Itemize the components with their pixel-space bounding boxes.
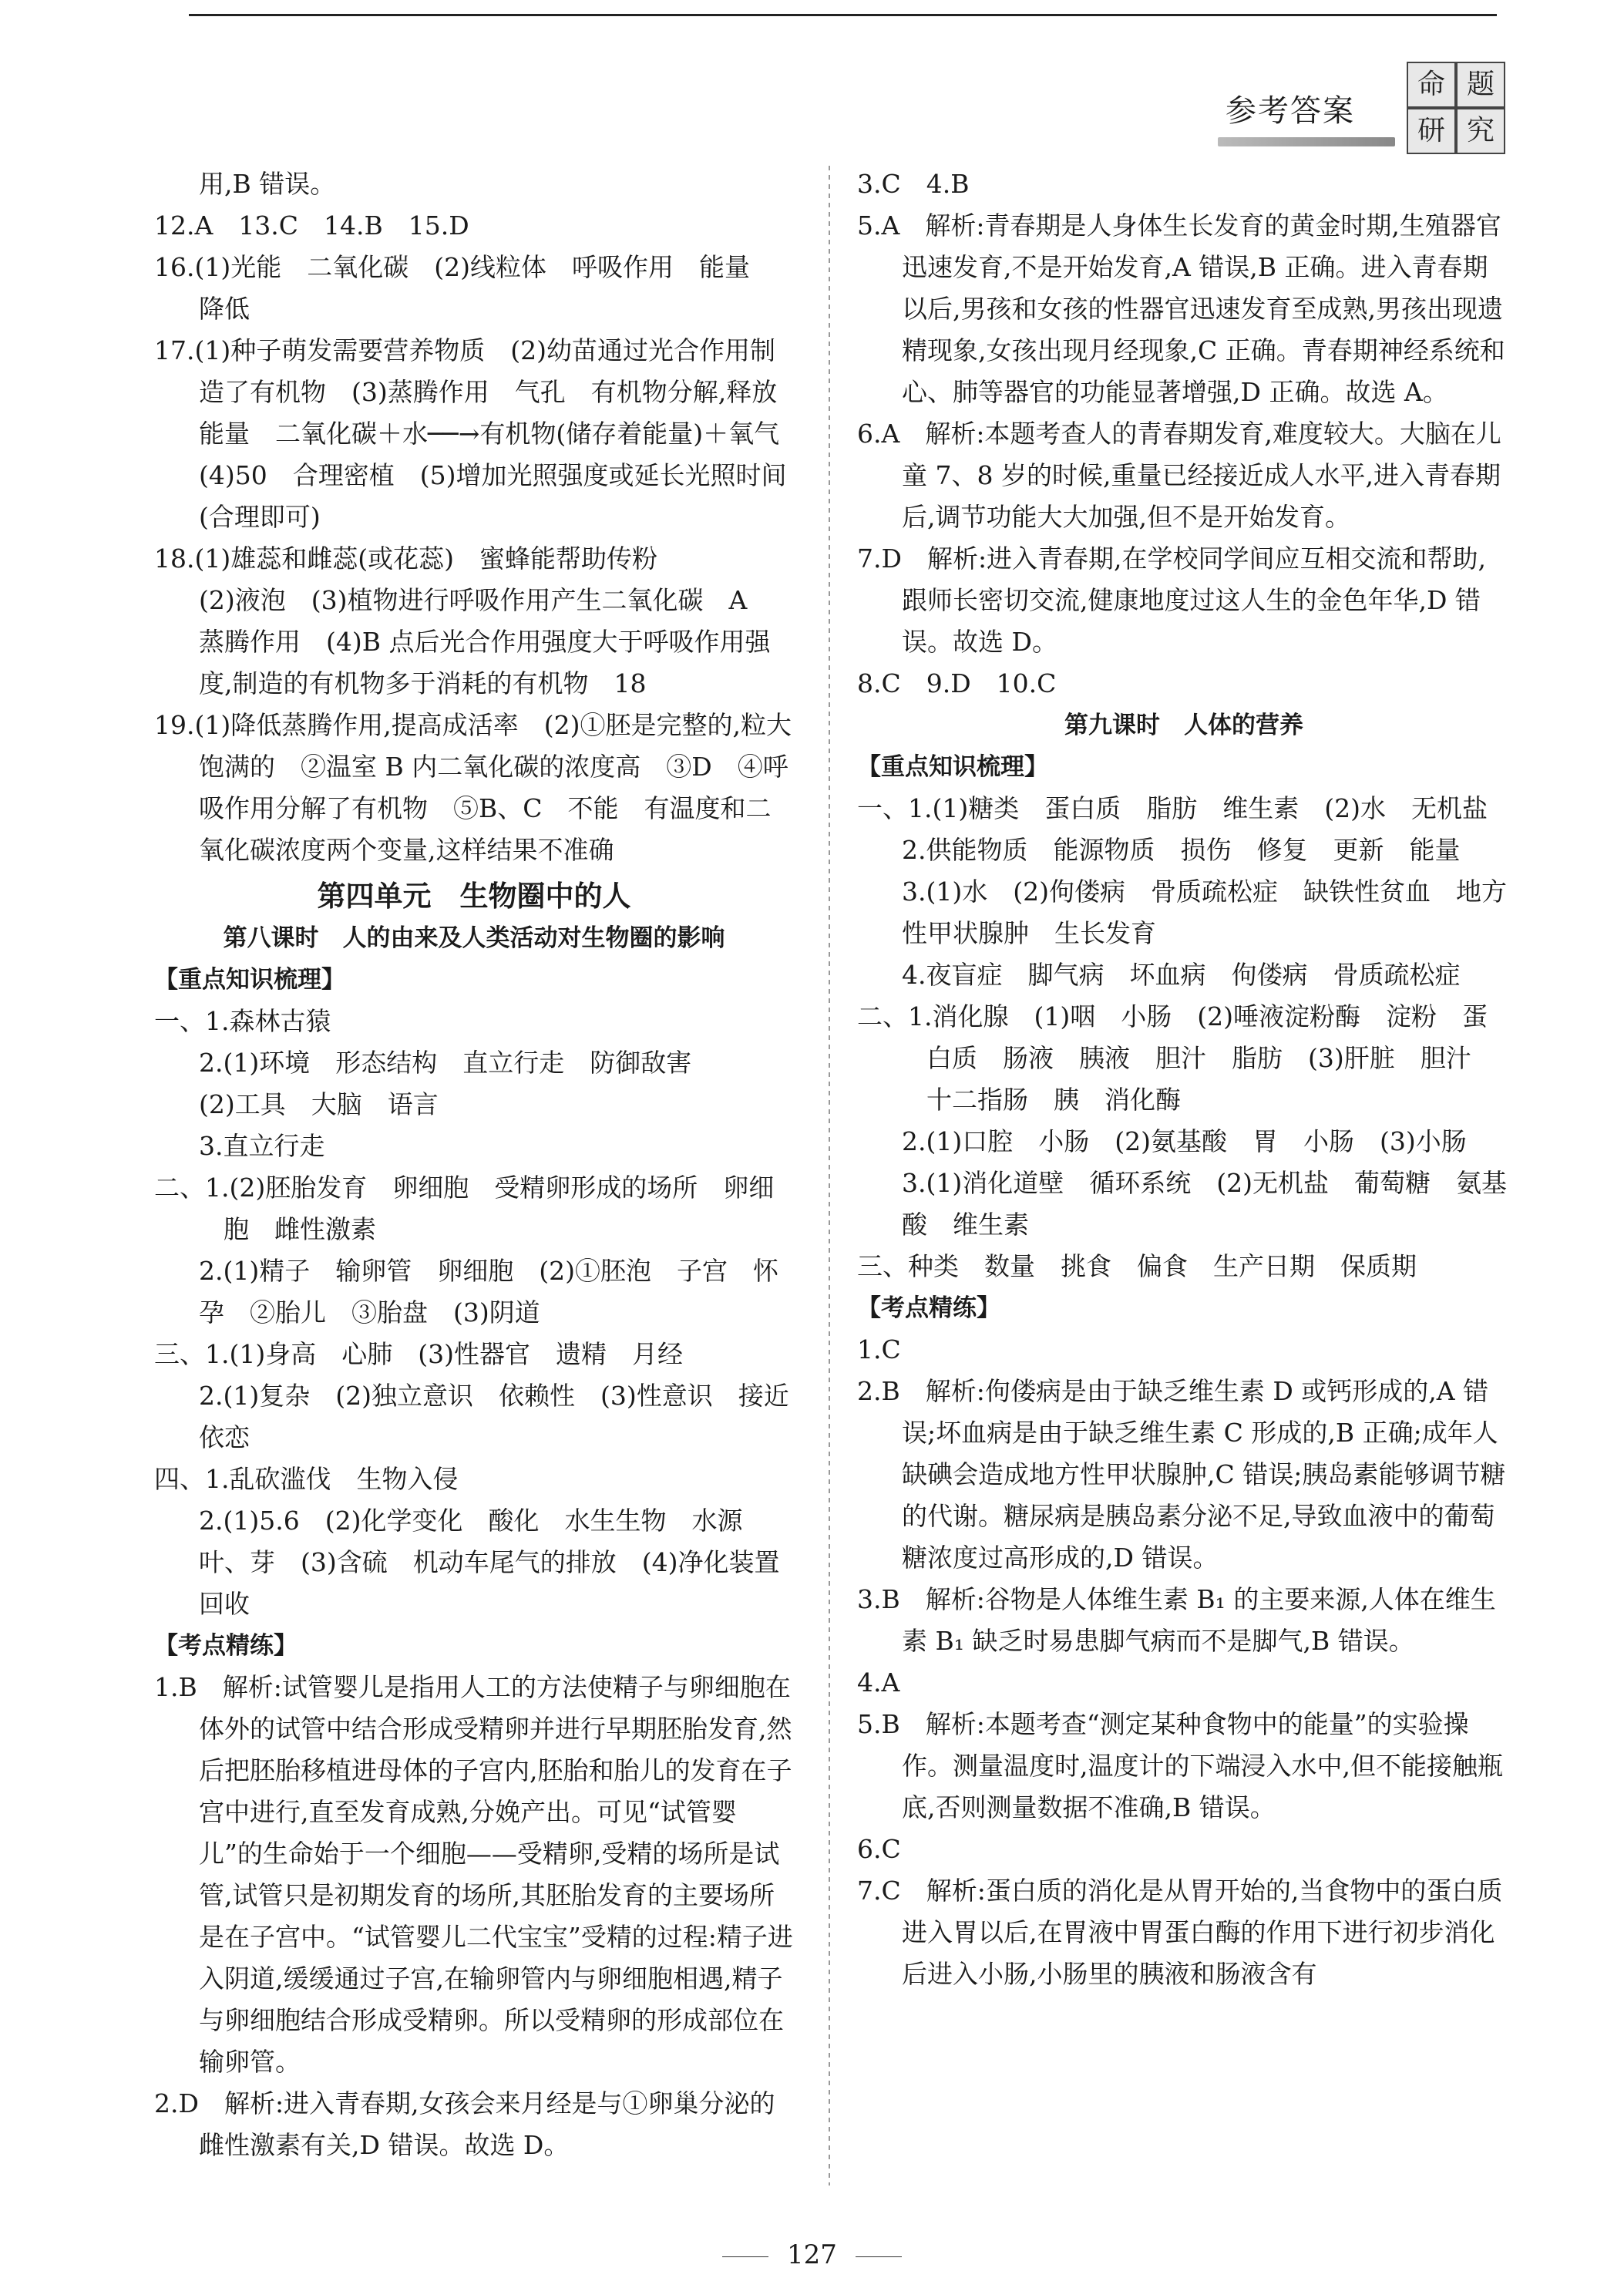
answer-line: 1.C	[857, 1334, 901, 1364]
answer-line: 2.(1)口腔 小肠 (2)氨基酸 胃 小肠 (3)小肠	[902, 1126, 1467, 1156]
answer-line: 三、种类 数量 挑食 偏食 生产日期 保质期	[857, 1251, 1417, 1281]
logo-char-2: 题	[1456, 62, 1505, 108]
column-divider	[829, 166, 830, 2185]
answer-line: 8.C 9.D 10.C	[857, 668, 1057, 698]
answer-line: 12.A 13.C 14.B 15.D	[154, 210, 469, 241]
unit-title: 第四单元 生物圈中的人	[317, 880, 631, 913]
answer-line: (2)工具 大脑 语言	[199, 1089, 439, 1119]
section-heading: 【考点精练】	[154, 1632, 298, 1660]
answer-line: 7.D 解析:进入青春期,在学校同学间应互相交流和帮助,跟师长密切交流,健康地度过这人生的金色年华,D 错误。故选 D。	[857, 543, 1487, 657]
answer-line: 3.(1)水 (2)佝偻病 骨质疏松症 缺铁性贫血 地方性甲状腺肿 生长发育	[902, 877, 1507, 948]
answer-line: 2.(1)环境 形态结构 直立行走 防御敌害	[199, 1048, 692, 1078]
answer-line: 6.C	[857, 1834, 901, 1864]
logo-char-4: 究	[1456, 108, 1505, 154]
answer-line: 一、1.森林古猿	[154, 1006, 331, 1036]
answer-line: 17.(1)种子萌发需要营养物质 (2)幼苗通过光合作用制造了有机物 (3)蒸腾作用 气孔 有机物分解,释放能量 二氧化碳＋水──→有机物(储存着能量)＋氧气 (4)50 合理密植 (5)增加光照强度或延长光照时间(合理即可)	[154, 335, 805, 532]
answer-line: 7.C 解析:蛋白质的消化是从胃开始的,当食物中的蛋白质进入胃以后,在胃液中胃蛋白酶的作用下进行初步消化后进入小肠,小肠里的胰液和肠液含有	[857, 1876, 1503, 1989]
header-bar	[1218, 137, 1395, 146]
answer-line: 1.B 解析:试管婴儿是指用人工的方法使精子与卵细胞在体外的试管中结合形成受精卵并进行早期胚胎发育,然后把胚胎移植进母体的子宫内,胚胎和胎儿的发育在子宫中进行,直至发育成熟,分娩产出。可见“试管婴儿”的生命始于一个细胞——受精卵,受精的场所是试管,试管只是初期发育的场所,其胚胎发育的主要场所是在子宫中。“试管婴儿二代宝宝”受精的过程:精子进入阴道,缓缓通过子宫,在输卵管内与卵细胞相遇,精子与卵细胞结合形成受精卵。所以受精卵的形成部位在输卵管。	[154, 1672, 793, 2077]
answer-line: 一、1.(1)糖类 蛋白质 脂肪 维生素 (2)水 无机盐	[857, 793, 1488, 823]
answer-line: 3.C 4.B	[857, 169, 970, 199]
answer-line: 2.(1)复杂 (2)独立意识 依赖性 (3)性意识 接近 依恋	[199, 1381, 815, 1452]
answer-line: 2.(1)5.6 (2)化学变化 酸化 水生生物 水源 叶、芽 (3)含硫 机动车尾气的排放 (4)净化装置 回收	[199, 1506, 805, 1619]
header-rule	[189, 14, 1497, 16]
answer-line: 3.(1)消化道壁 循环系统 (2)无机盐 葡萄糖 氨基酸 维生素	[902, 1168, 1507, 1240]
header-title: 参考答案	[1226, 93, 1355, 129]
answer-line: 2.(1)精子 输卵管 卵细胞 (2)①胚泡 子宫 怀孕 ②胎儿 ③胎盘 (3)阴道	[199, 1256, 778, 1327]
logo-char-1: 命	[1407, 62, 1456, 108]
answer-line: 4.A	[857, 1667, 900, 1698]
right-column	[857, 163, 1511, 1995]
page-footer	[0, 2239, 1624, 2270]
answer-line: (2)液泡 (3)植物进行呼吸作用产生二氧化碳 A 蒸腾作用 (4)B 点后光合作用强度大于呼吸作用强度,制造的有机物多于消耗的有机物 18	[199, 585, 773, 698]
lesson-title: 第八课时 人的由来及人类活动对生物圈的影响	[223, 924, 725, 952]
answer-line: 18.(1)雄蕊和雌蕊(或花蕊) 蜜蜂能帮助传粉	[154, 543, 657, 574]
section-heading: 【重点知识梳理】	[857, 753, 1048, 781]
header-logo	[1407, 62, 1507, 154]
answer-line: 三、1.(1)身高 心肺 (3)性器官 遗精 月经	[154, 1339, 683, 1369]
answer-line: 用,B 错误。	[199, 169, 336, 199]
answer-line: 3.直立行走	[199, 1131, 325, 1161]
footer-dash-right	[856, 2256, 902, 2257]
answer-line: 二、1.(2)胚胎发育 卵细胞 受精卵形成的场所 卵细胞 雌性激素	[154, 1173, 775, 1244]
section-heading: 【重点知识梳理】	[154, 966, 345, 994]
answer-line: 2.D 解析:进入青春期,女孩会来月经是与①卵巢分泌的雌性激素有关,D 错误。故选 D。	[154, 2088, 775, 2160]
answer-line: 3.B 解析:谷物是人体维生素 B₁ 的主要来源,人体在维生素 B₁ 缺乏时易患脚气病而不是脚气,B 错误。	[857, 1584, 1496, 1656]
answer-line: 4.夜盲症 脚气病 坏血病 佝偻病 骨质疏松症	[902, 960, 1461, 990]
logo-char-3: 研	[1407, 108, 1456, 154]
left-column	[154, 163, 815, 2166]
answer-line: 四、1.乱砍滥伐 生物入侵	[154, 1464, 459, 1494]
answer-line: 5.B 解析:本题考查“测定某种食物中的能量”的实验操作。测量温度时,温度计的下端浸入水中,但不能接触瓶底,否则测量数据不准确,B 错误。	[857, 1709, 1503, 1822]
answer-line: 2.B 解析:佝偻病是由于缺乏维生素 D 或钙形成的,A 错误;坏血病是由于缺乏维生素 C 形成的,B 正确;成年人缺碘会造成地方性甲状腺肿,C 错误;胰岛素能够调节糖的代谢。糖尿病是胰岛素分泌不足,导致血液中的葡萄糖浓度过高形成的,D 错误。	[857, 1376, 1506, 1573]
answer-line: 5.A 解析:青春期是人身体生长发育的黄金时期,生殖器官迅速发育,不是开始发育,A 错误,B 正确。进入青春期以后,男孩和女孩的性器官迅速发育至成熟,男孩出现遗精现象,女孩出现月经现象,C 正确。青春期神经系统和心、肺等器官的功能显著增强,D 正确。故选 A。	[857, 210, 1505, 407]
answer-line: 二、1.消化腺 (1)咽 小肠 (2)唾液淀粉酶 淀粉 蛋白质 肠液 胰液 胆汁 脂肪 (3)肝脏 胆汁 十二指肠 胰 消化酶	[857, 1001, 1497, 1115]
answer-line: 19.(1)降低蒸腾作用,提高成活率 (2)①胚是完整的,粒大饱满的 ②温室 B 内二氧化碳的浓度高 ③D ④呼吸作用分解了有机物 ⑤B、C 不能 有温度和二氧化碳浓度两个变量,这样结果不准确	[154, 710, 792, 865]
page-number: 127	[787, 2239, 837, 2270]
section-heading: 【考点精练】	[857, 1294, 1000, 1322]
answer-line: 16.(1)光能 二氧化碳 (2)线粒体 呼吸作用 能量 降低	[154, 252, 775, 324]
answer-line: 6.A 解析:本题考查人的青春期发育,难度较大。大脑在儿童 7、8 岁的时候,重量已经接近成人水平,进入青春期后,调节功能大大加强,但不是开始发育。	[857, 419, 1501, 532]
answer-line: 2.供能物质 能源物质 损伤 修复 更新 能量	[902, 835, 1461, 865]
footer-dash-left	[722, 2256, 768, 2257]
lesson-title: 第九课时 人体的营养	[1064, 712, 1303, 739]
